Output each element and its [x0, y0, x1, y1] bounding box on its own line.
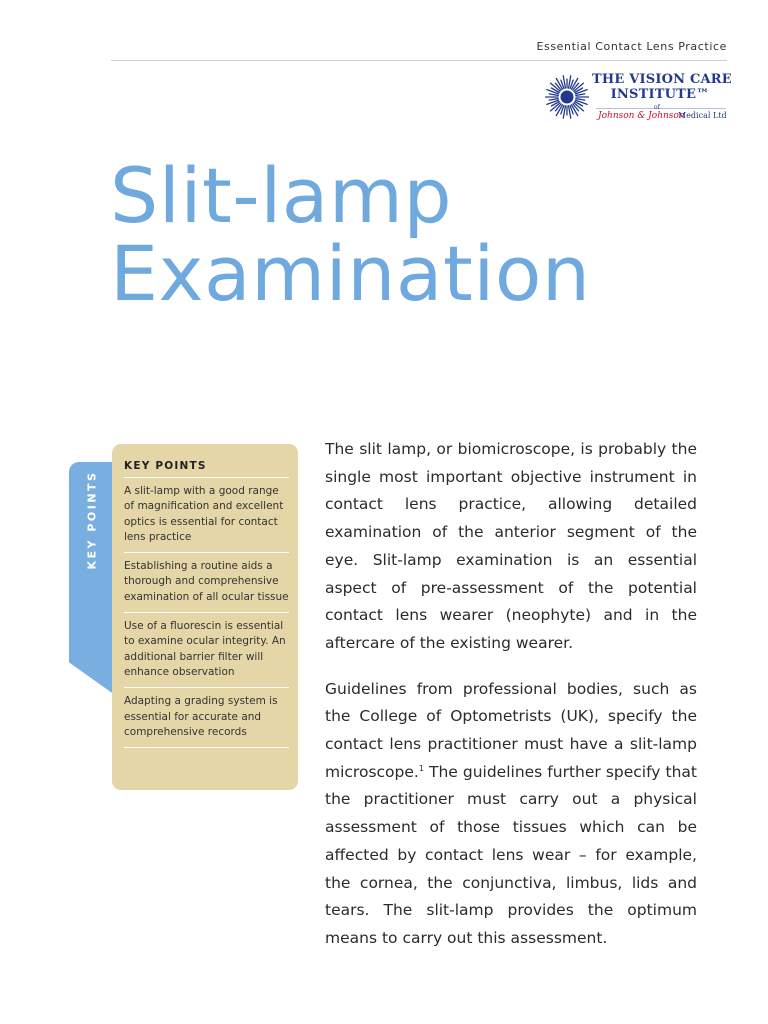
paragraph-2-start: Guidelines from professional bodies, such as the College of Optometrists (UK), specify the contact lens practitioner must have a slit-lamp microscope.: [325, 679, 697, 781]
key-point-item: A slit-lamp with a good range of magnification and excellent optics is essential for contact lens practice: [124, 478, 289, 553]
key-point-item: Use of a fluorescin is essential to examine ocular integrity. An additional barrier filter will enhance observation: [124, 613, 289, 688]
paragraph-1: The slit lamp, or biomicroscope, is probably the single most important objective instrument in contact lens practice, allowing detailed examination of the anterior segment of the eye. Slit-lamp examination is an essential aspect of pre-assessment of the potential contact lens wearer (neophyte) and in the aftercare of the existing wearer.: [325, 440, 697, 652]
page-title: [110, 151, 591, 318]
title-line-1: Slit-lamp: [110, 151, 453, 240]
reference-marker: 1: [418, 763, 424, 773]
key-points-tab-label: KEY POINTS: [85, 470, 99, 570]
running-header: Essential Contact Lens Practice: [536, 40, 727, 53]
logo-divider: [596, 108, 726, 109]
key-point-item: Establishing a routine aids a thorough and comprehensive examination of all ocular tissue: [124, 553, 289, 613]
paragraph-2: [325, 676, 697, 953]
key-point-item: Adapting a grading system is essential for accurate and comprehensive records: [124, 688, 289, 748]
header-divider: [111, 60, 727, 61]
title-line-2: Examination: [110, 229, 591, 318]
sunburst-eye-icon: [544, 74, 590, 120]
logo-line-2: INSTITUTE™: [610, 87, 710, 102]
body-text: [325, 436, 697, 971]
key-points-box: [112, 444, 298, 790]
logo-line-1: THE VISION CARE: [592, 72, 732, 87]
paragraph-2-end: The guidelines further specify that the practitioner must carry out a physical assessment of those tissues which can be affected by contact lens wear – for example, the cornea, the conjunctiva, limbus, lids and tears. The slit-lamp provides the optimum means to carry out this assessment.: [325, 762, 697, 947]
vision-care-institute-logo: [544, 72, 732, 124]
key-points-heading: KEY POINTS: [124, 460, 207, 472]
logo-company: Johnson & Johnson: [598, 111, 685, 121]
key-points-list: [124, 478, 289, 748]
logo-suffix: Medical Ltd: [678, 111, 727, 120]
logo-of: of: [654, 104, 660, 111]
